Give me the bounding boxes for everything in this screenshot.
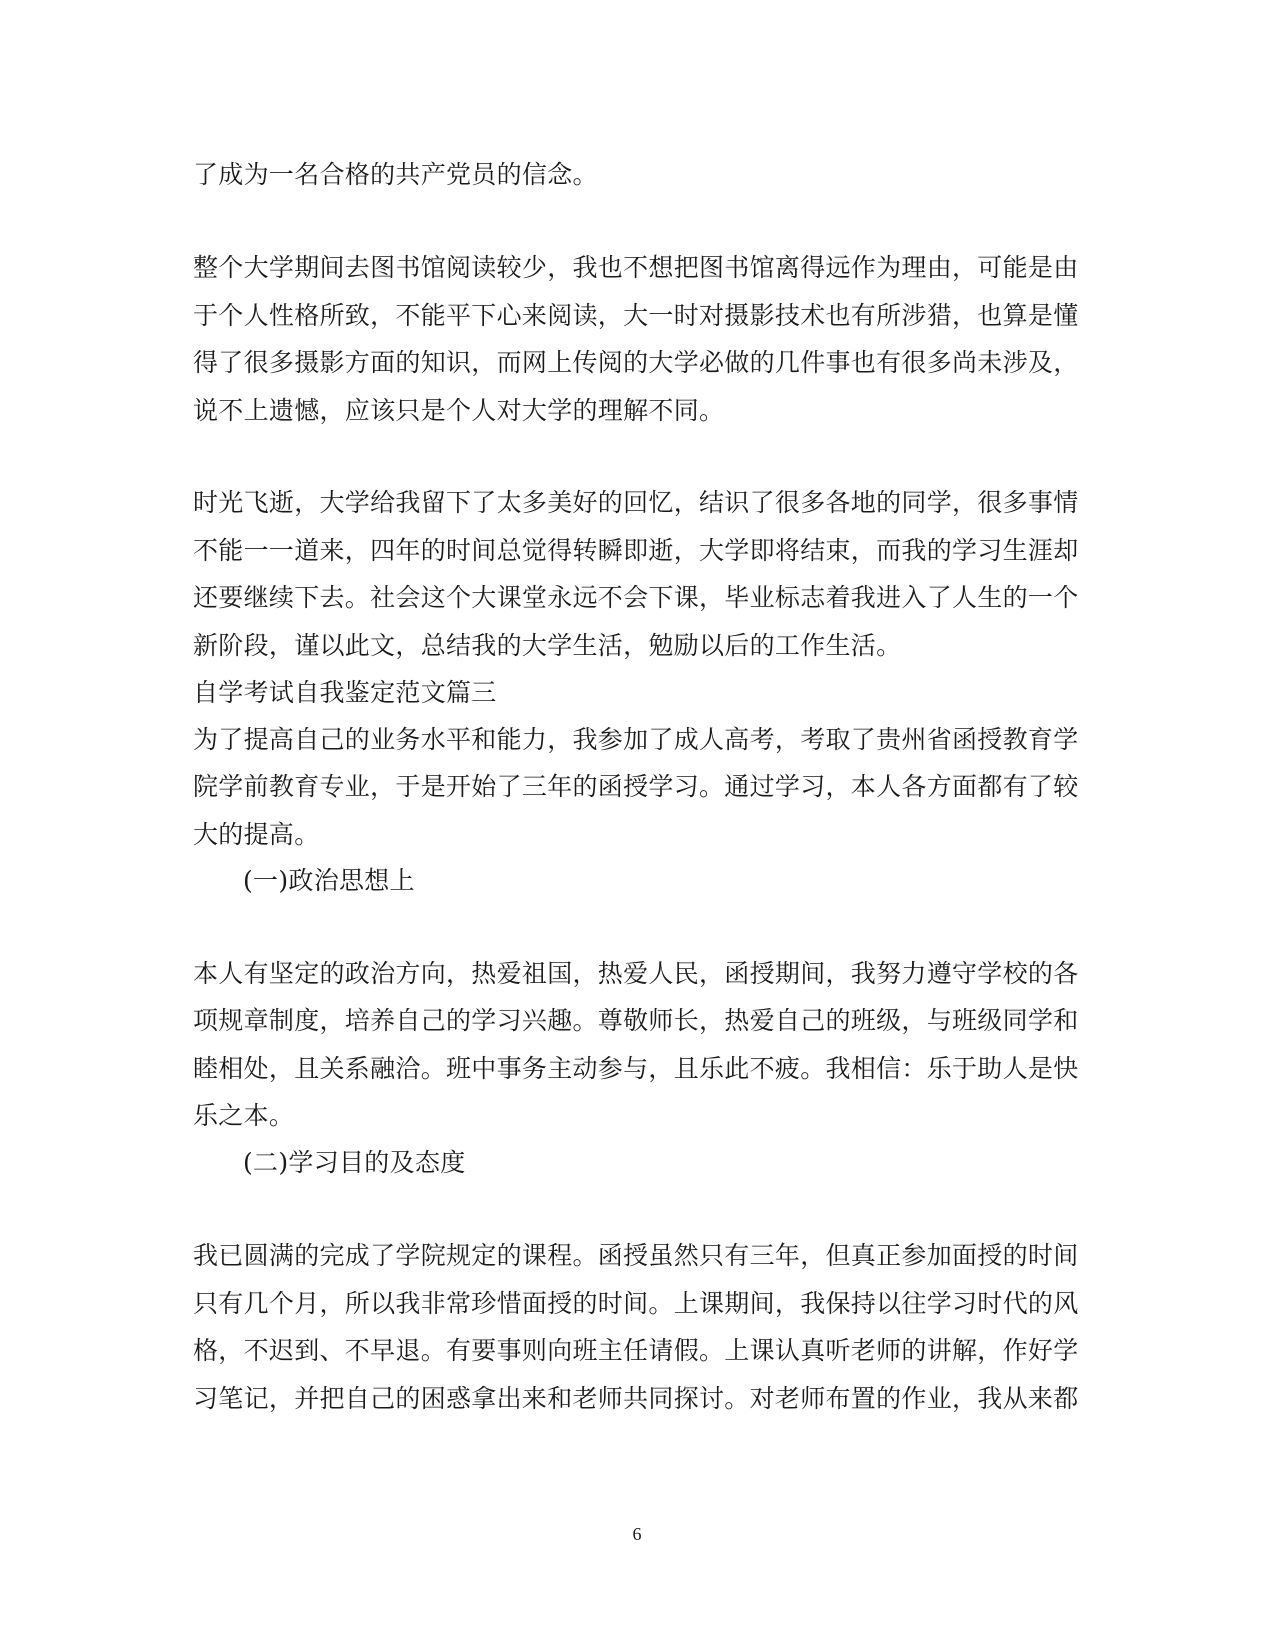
subsection-heading: (二)学习目的及态度: [243, 1148, 466, 1177]
paragraph-line: 乐之本。: [193, 1101, 295, 1130]
paragraph-line: 大的提高。: [193, 820, 320, 849]
paragraph-line: 睦相处，且关系融洽。班中事务主动参与，且乐此不疲。我相信：乐于助人是快: [193, 1054, 1079, 1083]
paragraph-line: 得了很多摄影方面的知识，而网上传阅的大学必做的几件事也有很多尚未涉及，: [193, 348, 1079, 377]
paragraph-line: 只有几个月，所以我非常珍惜面授的时间。上课期间，我保持以往学习时代的风: [193, 1289, 1079, 1318]
paragraph-line: 整个大学期间去图书馆阅读较少，我也不想把图书馆离得远作为理由，可能是由: [193, 253, 1079, 282]
page-number: 6: [632, 1524, 642, 1544]
paragraph-line: 了成为一名合格的共产党员的信念。: [193, 160, 598, 189]
paragraph-line: 为了提高自己的业务水平和能力，我参加了成人高考，考取了贵州省函授教育学: [193, 725, 1079, 754]
paragraph-line: 本人有坚定的政治方向，热爱祖国，热爱人民，函授期间，我努力遵守学校的各: [193, 959, 1079, 988]
paragraph-line: 说不上遗憾，应该只是个人对大学的理解不同。: [193, 396, 725, 425]
paragraph-line: 院学前教育专业，于是开始了三年的函授学习。通过学习，本人各方面都有了较: [193, 772, 1079, 801]
paragraph-line: 项规章制度，培养自己的学习兴趣。尊敬师长，热爱自己的班级，与班级同学和: [193, 1006, 1079, 1035]
paragraph-line: 格，不迟到、不早退。有要事则向班主任请假。上课认真听老师的讲解，作好学: [193, 1336, 1079, 1365]
paragraph-line: 新阶段，谨以此文，总结我的大学生活，勉励以后的工作生活。: [193, 631, 902, 660]
paragraph-line: 于个人性格所致，不能平下心来阅读，大一时对摄影技术也有所涉猎，也算是懂: [193, 301, 1079, 330]
paragraph-line: 还要继续下去。社会这个大课堂永远不会下课，毕业标志着我进入了人生的一个: [193, 583, 1079, 612]
paragraph-line: 我已圆满的完成了学院规定的课程。函授虽然只有三年，但真正参加面授的时间: [193, 1241, 1079, 1270]
paragraph-line: 不能一一道来，四年的时间总觉得转瞬即逝，大学即将结束，而我的学习生涯却: [193, 536, 1079, 565]
paragraph-line: 时光飞逝，大学给我留下了太多美好的回忆，结识了很多各地的同学，很多事情: [193, 488, 1079, 517]
section-heading: 自学考试自我鉴定范文篇三: [193, 678, 497, 707]
subsection-heading: (一)政治思想上: [243, 866, 415, 895]
paragraph-line: 习笔记，并把自己的困惑拿出来和老师共同探讨。对老师布置的作业，我从来都: [193, 1384, 1079, 1413]
